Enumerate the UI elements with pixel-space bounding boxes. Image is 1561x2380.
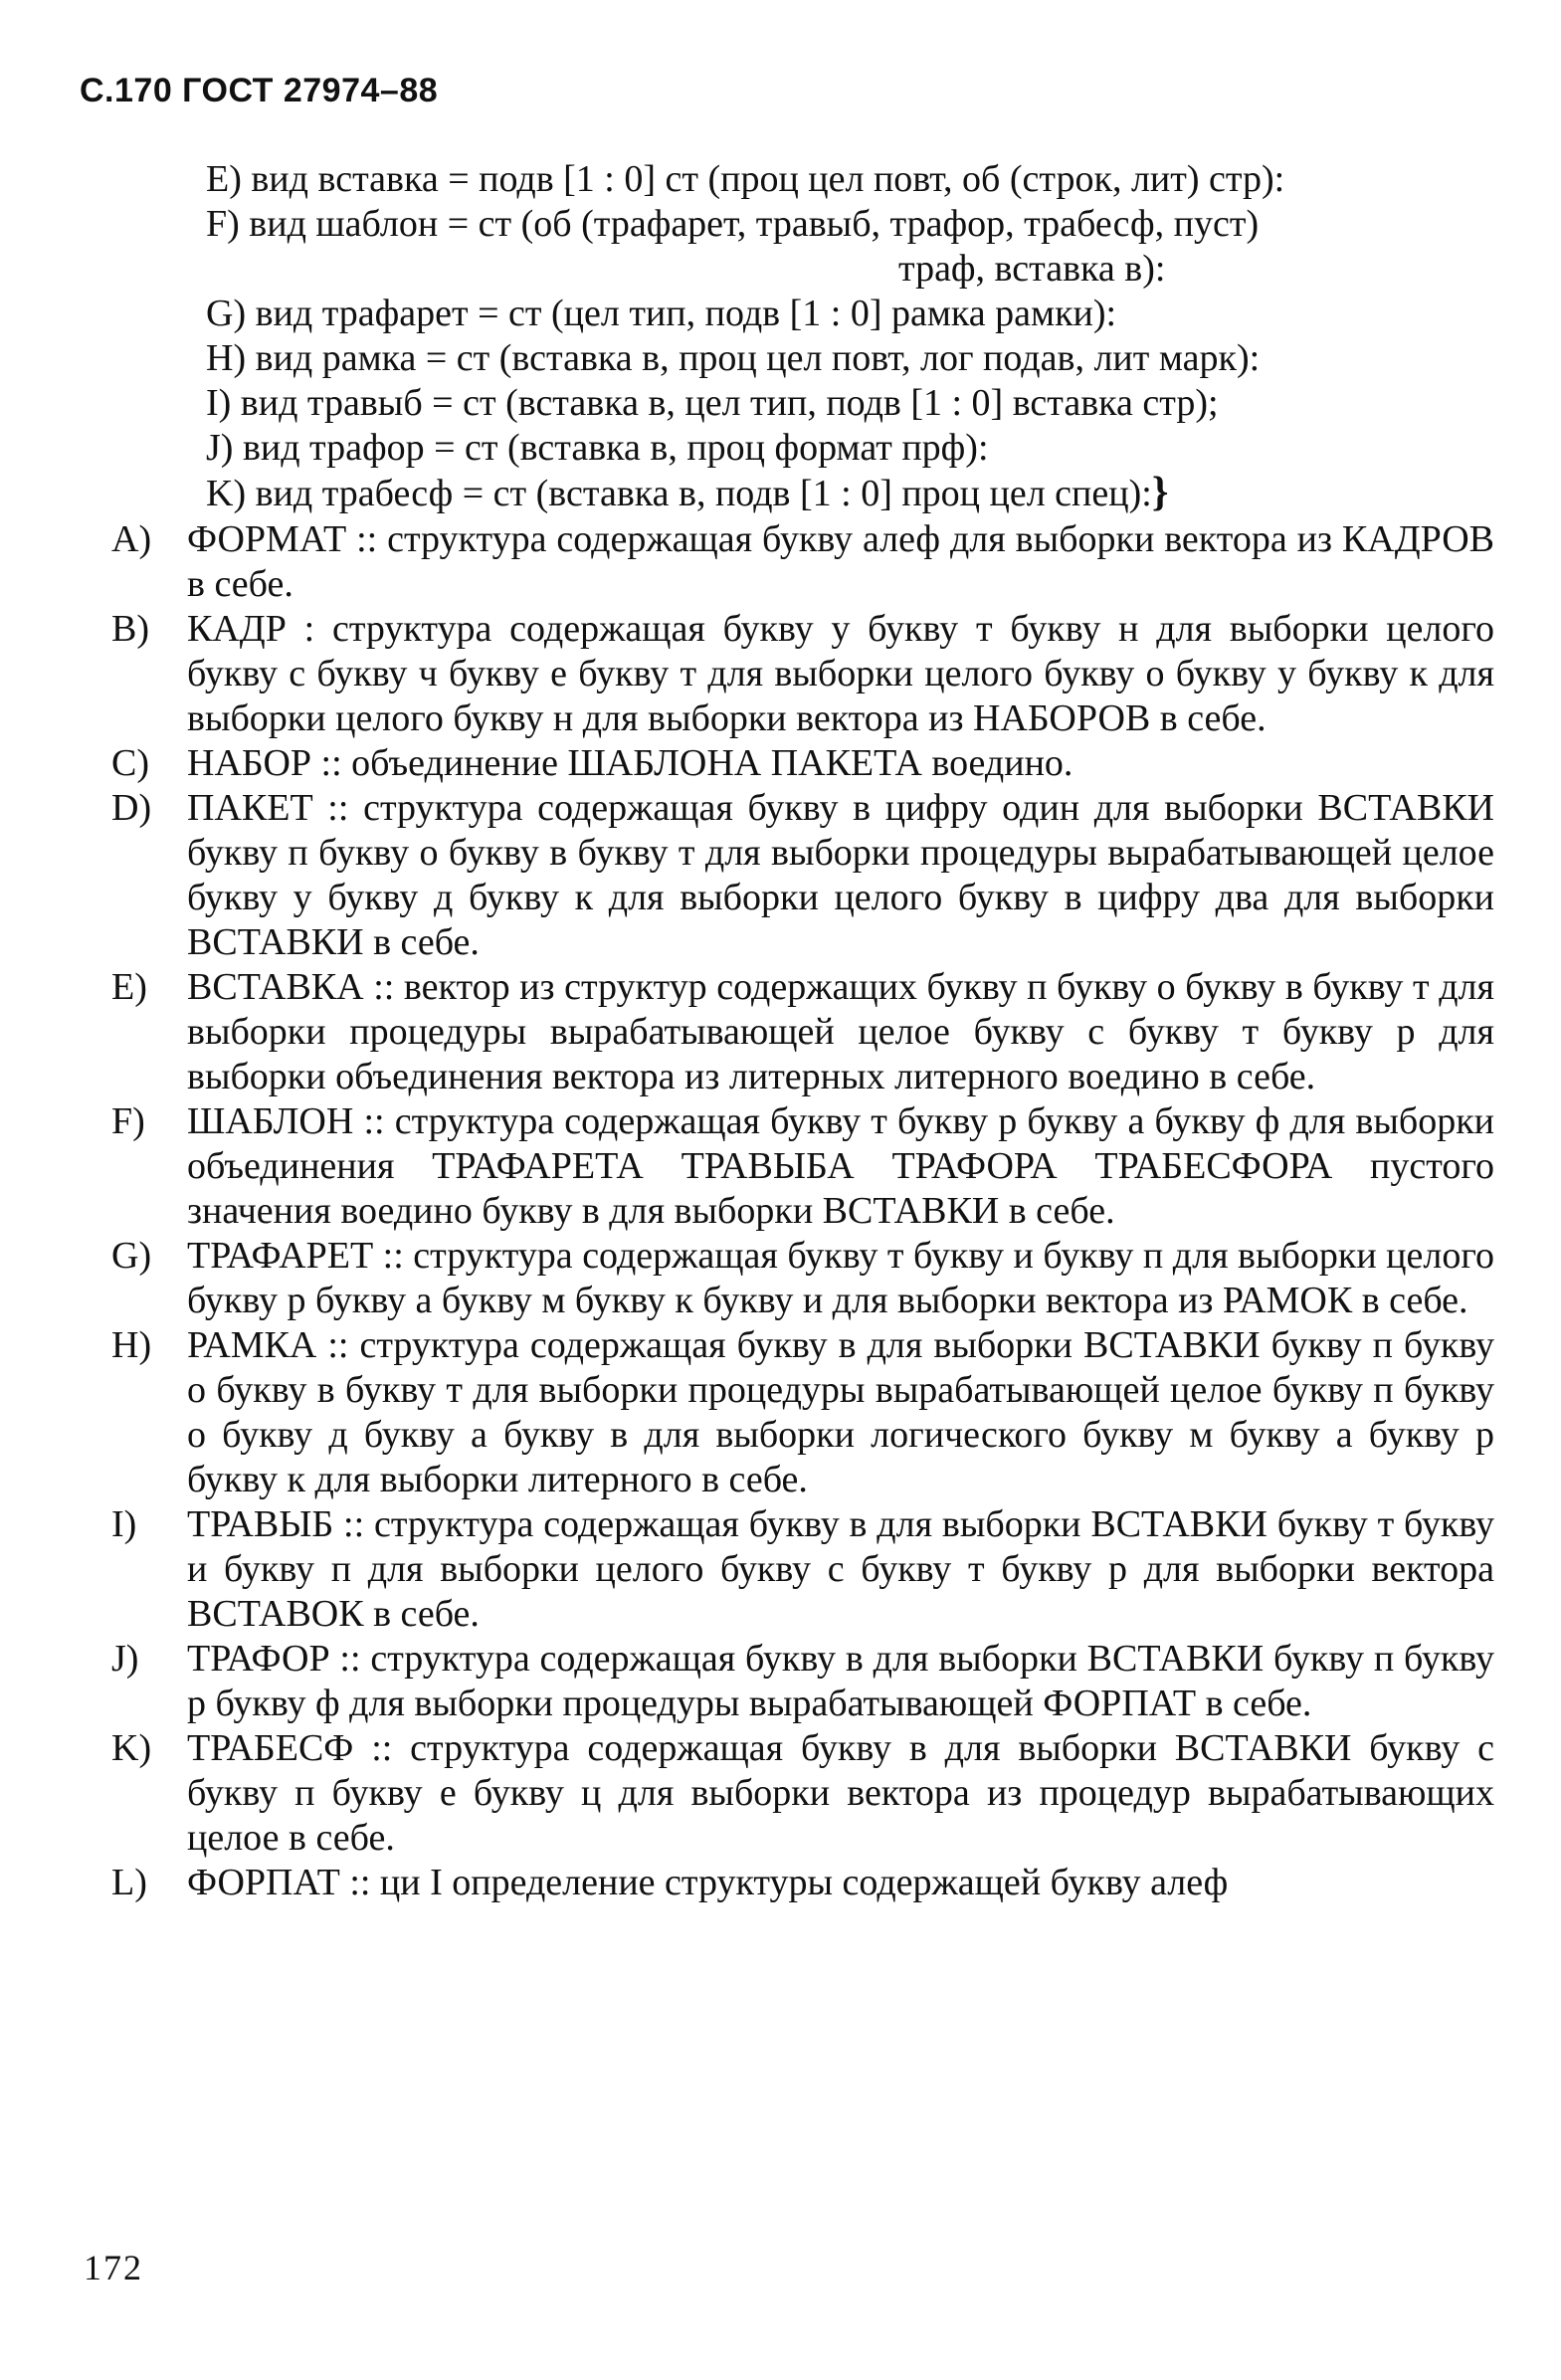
definition-text: ТРАФАРЕТ :: структура содержащая букву т букву и букву п для выборки целого букву р букву а букву м букву к букву и для выборки вектора из РАМОК в себе. (187, 1235, 1494, 1321)
mode-line-k: K) вид трабесф = ст (вставка в, подв [1 : 0] проц цел спец): (206, 473, 1152, 514)
definition-text: ТРАВЫБ :: структура содержащая букву в для выборки ВСТАВКИ букву т букву и букву п для выборки целого букву с букву т букву р для выборки вектора ВСТАВОК в себе. (187, 1503, 1494, 1635)
definition-label: D) (111, 787, 152, 829)
definition-j (111, 1637, 1494, 1726)
definition-text: ПАКЕТ :: структура содержащая букву в цифру один для выборки ВСТАВКИ букву п букву о букву в букву т для выборки процедуры вырабатывающей целое букву у букву д букву к для выборки целого букву в цифру два для выборки ВСТАВКИ в себе. (187, 787, 1494, 963)
closing-brace: } (1151, 470, 1169, 515)
definition-text: ШАБЛОН :: структура содержащая букву т букву р букву а букву ф для выборки объединения ТРАФАРЕТА ТРАВЫБА ТРАФОРА ТРАБЕСФОРА пустого значения воедино букву в для выборки ВСТАВКИ в себе. (187, 1100, 1494, 1232)
mode-line-h: H) вид рамка = ст (вставка в, проц цел повт, лог подав, лит марк): (206, 337, 1261, 379)
definition-text: ВСТАВКА :: вектор из структур содержащих букву п букву о букву в букву т для выборки процедуры вырабатывающей целое букву с букву т букву р для выборки объединения вектора из литерных литерного воедино в себе. (187, 966, 1494, 1097)
definition-text: РАМКА :: структура содержащая букву в для выборки ВСТАВКИ букву п букву о букву в букву т для выборки процедуры вырабатывающей целое букву п букву о букву д букву а букву в для выборки логического букву м букву а букву р букву к для выборки литерного в себе. (187, 1324, 1494, 1500)
definition-b (111, 607, 1494, 741)
definition-label: F) (111, 1100, 145, 1142)
definition-a (111, 517, 1494, 607)
definition-label: G) (111, 1235, 152, 1277)
definition-label: B) (111, 608, 149, 650)
definition-e (111, 965, 1494, 1099)
mode-line-f: F) вид шаблон = ст (об (трафарет, травыб, трафор, трабесф, пуст) (206, 203, 1260, 245)
mode-line-j: J) вид трафор = ст (вставка в, проц формат прф): (206, 427, 989, 469)
page-header: С.170 ГОСТ 27974–88 (80, 72, 439, 109)
mode-line-e: E) вид вставка = подв [1 : 0] ст (проц цел повт, об (строк, лит) стр): (206, 158, 1285, 200)
definition-label: K) (111, 1727, 152, 1769)
definition-i (111, 1502, 1494, 1637)
mode-line-i: I) вид травыб = ст (вставка в, цел тип, подв [1 : 0] вставка стр); (206, 382, 1219, 424)
definition-h (111, 1323, 1494, 1502)
definition-c (111, 741, 1494, 786)
definition-text: ФОРМАТ :: структура содержащая букву алеф для выборки вектора из КАДРОВ в себе. (187, 518, 1494, 605)
definition-label: J) (111, 1638, 139, 1680)
mode-line-f-continued: траф, вставка в): (898, 248, 1166, 290)
mode-declarations (206, 157, 1499, 516)
mode-line-g: G) вид трафарет = ст (цел тип, подв [1 : 0] рамка рамки): (206, 293, 1117, 334)
definition-d (111, 786, 1494, 965)
definition-text: ТРАФОР :: структура содержащая букву в для выборки ВСТАВКИ букву п букву р букву ф для выборки процедуры вырабатывающей ФОРПАТ в себе. (187, 1638, 1494, 1724)
definition-label: L) (111, 1862, 147, 1903)
definition-text: ФОРПАТ :: ци I определение структуры содержащей букву алеф (187, 1862, 1229, 1903)
definition-text: ТРАБЕСФ :: структура содержащая букву в для выборки ВСТАВКИ букву с букву п букву е букву ц для выборки вектора из процедур вырабатывающих целое в себе. (187, 1727, 1494, 1859)
mode-line-k-wrapper (206, 471, 1499, 516)
page-number: 172 (84, 2248, 143, 2287)
definition-text: НАБОР :: объединение ШАБЛОНА ПАКЕТА воедино. (187, 742, 1073, 784)
definition-label: C) (111, 742, 149, 784)
definition-label: H) (111, 1324, 152, 1366)
definition-label: E) (111, 966, 147, 1008)
definition-label: I) (111, 1503, 137, 1545)
definition-k (111, 1726, 1494, 1861)
definition-g (111, 1234, 1494, 1323)
definition-l (111, 1861, 1494, 1905)
definition-f (111, 1099, 1494, 1234)
definition-text: КАДР : структура содержащая букву у букву т букву н для выборки целого букву с букву ч букву е букву т для выборки целого букву о букву у букву к для выборки целого букву н для выборки вектора из НАБОРОВ в себе. (187, 608, 1494, 739)
definition-label: A) (111, 518, 152, 560)
definitions-list (111, 517, 1494, 1905)
